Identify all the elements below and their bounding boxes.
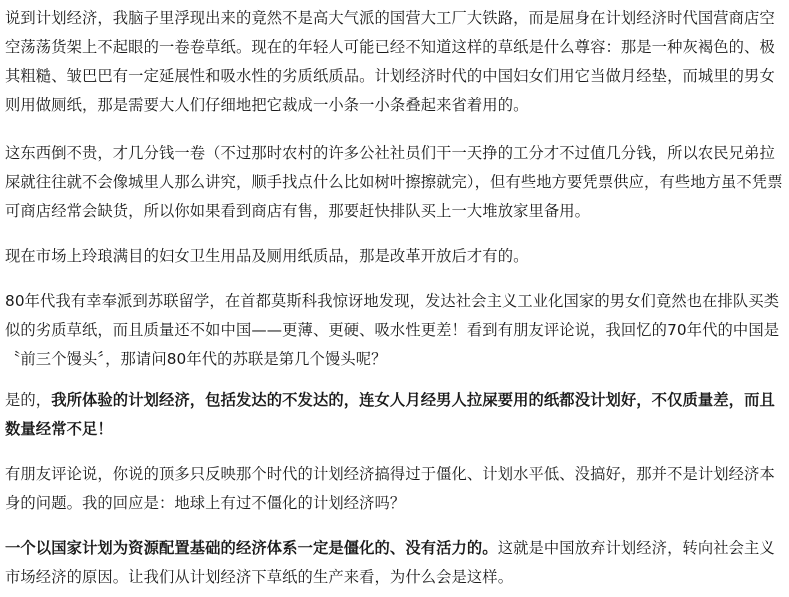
paragraph-7-text: 这就是中国放弃计划经济，转向社会主义市场经济的原因。让我们从计划经济下草纸的生产来看，为什么会是这样。 <box>5 539 775 586</box>
paragraph-5-lead: 是的， <box>5 391 52 409</box>
paragraph-1 <box>5 4 784 120</box>
paragraph-1-text: 说到计划经济，我脑子里浮现出来的竟然不是高大气派的国营大工厂大铁路，而是屈身在计划经济时代国营商店空空荡荡货架上不起眼的一卷卷草纸。现在的年轻人可能已经不知道这样的草纸是什么尊容：那是一种灰褐色的、极其粗糙、皱巴巴有一定延展性和吸水性的劣质纸质品。计划经济时代的中国妇女们用它当做月经垫，而城里的男女则用做厕纸，那是需要大人们仔细地把它裁成一小条一小条叠起来省着用的。 <box>5 9 775 114</box>
paragraph-2-text: 这东西倒不贵，才几分钱一卷（不过那时农村的许多公社社员们干一天挣的工分才不过值几分钱，所以农民兄弟拉屎就往往就不会像城里人那么讲究，顺手找点什么比如树叶擦擦就完），但有些地方要凭票供应，有些地方虽不凭票可商店经常会缺货，所以你如果看到商店有售，那要赶快排队买上一大堆放家里备用。 <box>5 144 783 220</box>
paragraph-5-bold-text: 我所体验的计划经济，包括发达的不发达的，连女人月经男人拉屎要用的纸都没计划好，不仅质量差，而且数量经常不足！ <box>5 391 775 438</box>
paragraph-7 <box>5 534 784 592</box>
paragraph-3 <box>5 242 784 271</box>
paragraph-5 <box>5 386 784 444</box>
paragraph-4 <box>5 287 784 374</box>
paragraph-2 <box>5 139 784 226</box>
paragraph-4-text: 80年代我有幸奉派到苏联留学，在首都莫斯科我惊讶地发现，发达社会主义工业化国家的男女们竟然也在排队买类似的劣质草纸，而且质量还不如中国——更薄、更硬、吸水性更差！看到有朋友评论说，我回忆的70年代的中国是〝前三个馒头〞，那请问80年代的苏联是第几个馒头呢？ <box>5 292 780 368</box>
paragraph-6 <box>5 460 784 518</box>
paragraph-7-bold-text: 一个以国家计划为资源配置基础的经济体系一定是僵化的、没有活力的。 <box>5 539 498 557</box>
paragraph-6-text: 有朋友评论说，你说的顶多只反映那个时代的计划经济搞得过于僵化、计划水平低、没搞好，那并不是计划经济本身的问题。我的回应是：地球上有过不僵化的计划经济吗？ <box>5 465 775 512</box>
paragraph-3-text: 现在市场上玲琅满目的妇女卫生用品及厕用纸质品，那是改革开放后才有的。 <box>5 247 529 265</box>
